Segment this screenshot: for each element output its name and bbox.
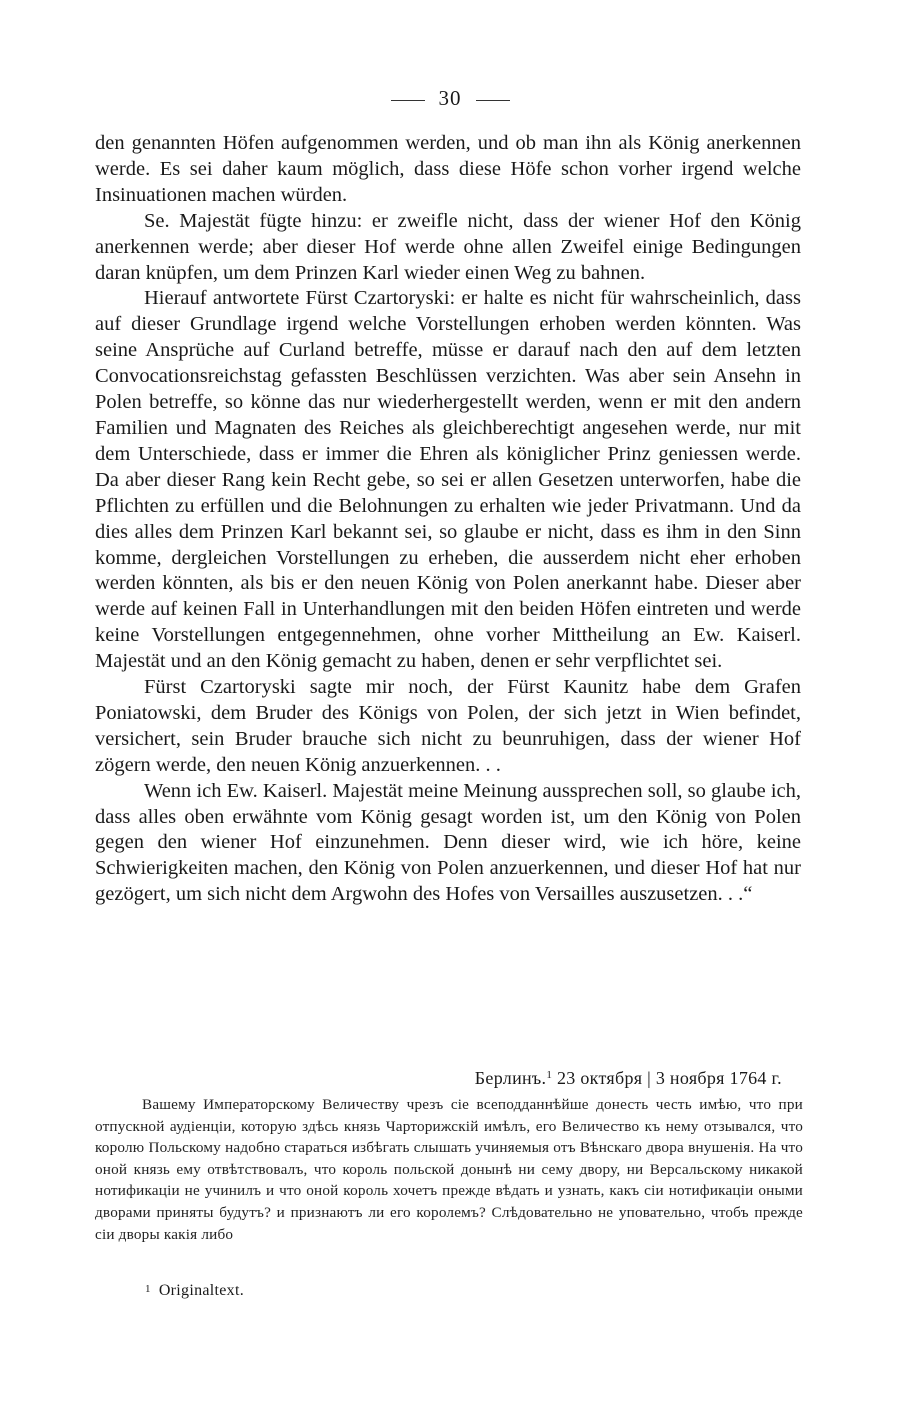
paragraph: Hierauf antwortete Fürst Czartoryski: er halte es nicht für wahrscheinlich, dass auf dieser Grundlage irgend welche Vorstellungen erhoben werden könnten. Was seine Ansprüche auf Curland betreffe, müsse er darauf nach den auf dem letzten Convocationsreichstag gefassten Beschlüssen verzichten. Was aber sein Ansehn in Polen betreffe, so könne das nur wiederhergestellt werden, wenn er mit den andern Familien und Magnaten des Reiches als gleichberechtigt angesehen werde, nur mit dem Unterschiede, dass er immer die Ehren als königlicher Prinz geniessen werde. Da aber dieser Rang kein Recht gebe, so sei er allen Gesetzen unterworfen, habe die Pflichten zu erfüllen und die Belohnungen zu erhalten wie jeder Privatmann. Und da dies alles dem Prinzen Karl bekannt sei, so glaube er nicht, dass es ihm in den Sinn komme, dergleichen Vorstellungen zu erheben, die ausserdem nicht eher erhoben werden könnten, als bis er den neuen König von Polen anerkannt habe. Dieser aber werde auf keinen Fall in Unterhandlungen mit den beiden Höfen eintreten und werde keine Vorstellungen entgegennehmen, ohne vorher Mittheilung an Ew. Kaiserl. Majestät und an den König gemacht zu haben, denen er sehr verpflichtet sei.	[95, 287, 801, 673]
header-rule-right	[476, 100, 510, 101]
paragraph: Wenn ich Ew. Kaiserl. Majestät meine Meinung aussprechen soll, so glaube ich, dass alles oben erwähnte vom König gesagt worden ist, um den König von Polen gegen den wiener Hof einzunehmen. Denn dieser wird, wie ich höre, keine Schwierigkeiten machen, den König von Polen anzuerkennen, und dieser Hof hat nur gezögert, um sich nicht dem Argwohn des Hofes von Versailles auszusetzen. . .“	[95, 779, 801, 906]
paragraph: Вашему Императорскому Величеству чрезъ сіе всеподданнѣйше донесть честь имѣю, что при отпускной аудіенціи, которую здѣсь князь Чарторижскій имѣлъ, его Величество къ нему отзывался, что королю Польскому надобно стараться избѣгать слышать учиняемыя отъ Вѣнскаго двора внушенія. На что оной князь ему отвѣтствовалъ, что король польской донынѣ ни сему двору, ни Версальскому никакой нотификаціи не учинилъ и что оной король хочетъ прежде вѣдать и узнать, какъ сіи нотификаціи оными дворами приняты будутъ? и признаютъ ли его королемъ? Слѣдовательно не уповательно, чтобъ прежде сіи дворы какія либо	[95, 1096, 803, 1243]
letter-dateline	[95, 1068, 782, 1089]
russian-original-text	[95, 1094, 803, 1245]
paragraph: Fürst Czartoryski sagte mir noch, der Fürst Kaunitz habe dem Grafen Poniatowski, dem Bruder des Königs von Polen, der sich jetzt in Wien befindet, versichert, sein Bruder brauche sich nicht zu beunruhigen, dass der wiener Hof zögern werde, den neuen König anzuerkennen. . .	[95, 676, 801, 776]
header-rule-left	[391, 100, 425, 101]
main-text	[95, 131, 801, 908]
dateline-place: Берлинъ.	[474, 1068, 547, 1088]
paragraph: den genannten Höfen aufgenommen werden, und ob man ihn als König anerkennen werde. Es sei daher kaum möglich, dass diese Höfe schon vorher irgend welche Insinuationen machen würden.	[95, 132, 801, 206]
page-number: 30	[438, 86, 462, 110]
footnote	[145, 1282, 244, 1300]
footnote-text: Originaltext.	[158, 1282, 245, 1299]
footnote-mark: 1	[145, 1283, 151, 1295]
paragraph: Se. Majestät fügte hinzu: er zweifle nicht, dass der wiener Hof den König anerkennen werde; aber dieser Hof werde ohne allen Zweifel einige Bedingungen daran knüpfen, um dem Prinzen Karl wieder einen Weg zu bahnen.	[95, 209, 801, 284]
page-header	[0, 86, 900, 111]
dateline-date: 23 октября | 3 ноября 1764 г.	[556, 1068, 782, 1088]
footnote-reference: 1	[546, 1069, 553, 1081]
